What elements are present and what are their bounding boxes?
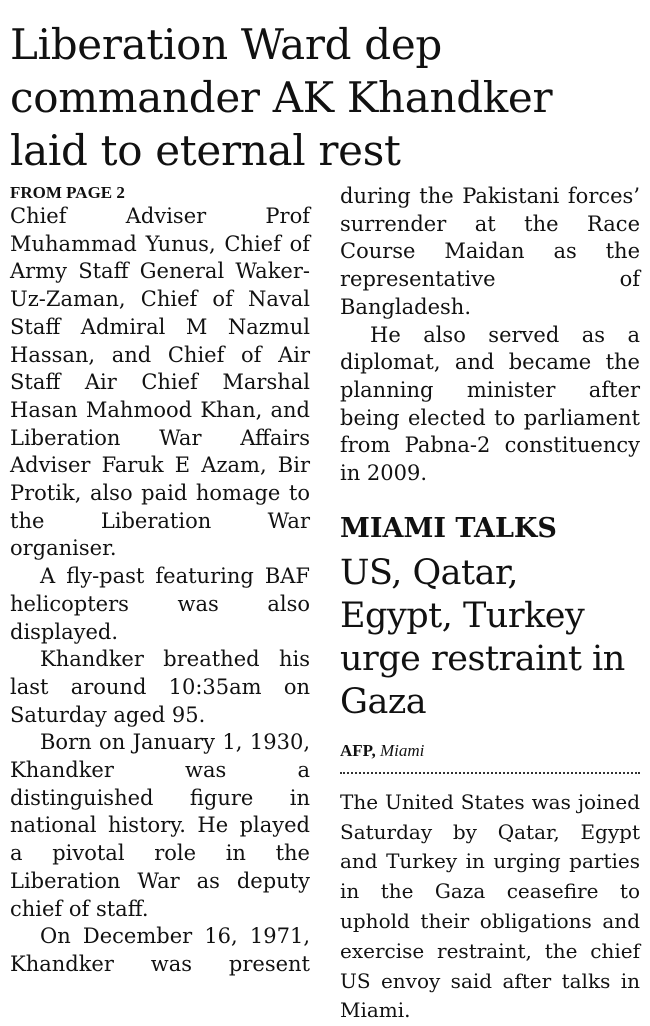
story-headline: US, Qatar, Egypt, Turkey urge restraint in Gaza	[340, 552, 625, 722]
article-paragraph: Khandker breathed his last around 10:35am on Saturday aged 95.	[10, 647, 310, 727]
dateline: FROM PAGE 2	[10, 183, 125, 202]
story-body: The United States was joined Saturday by Qatar, Egypt and Turkey in urging parties in the Gaza ceasefire to uphold their obligations and exercise restraint, the chief US envoy said after talks in Miami.	[340, 789, 640, 1023]
byline-place: Miami	[380, 740, 425, 760]
article-column-right	[340, 183, 640, 1026]
article-paragraph: He also served as a diplomat, and became the planning minister after being elected to parliament from Pabna-2 constituency in 2009.	[340, 322, 640, 486]
byline-agency: AFP,	[340, 740, 376, 760]
article-column-left	[10, 183, 310, 979]
byline	[340, 740, 640, 762]
story-kicker: MIAMI TALKS	[340, 512, 557, 544]
article-paragraph-continued: during the Pakistani forces’ surrender at the Race Course Maidan as the representative of Bangladesh.	[340, 184, 640, 319]
headline: Liberation Ward dep commander AK Khandker laid to eternal rest	[10, 20, 553, 175]
dotted-divider	[340, 772, 640, 774]
article-paragraph: Chief Adviser Prof Muhammad Yunus, Chief of Army Staff General Waker-Uz-Zaman, Chief of Naval Staff Admiral M Nazmul Hassan, and Chief of Air Staff Air Chief Marshal Hasan Mahmood Khan, and Liberation War Affairs Adviser Faruk E Azam, Bir Protik, also paid homage to the Liberation War organiser.	[10, 204, 310, 561]
article-paragraph: A fly-past featuring BAF helicopters was also displayed.	[10, 564, 310, 644]
article-paragraph: On December 16, 1971, Khandker was present	[10, 924, 310, 976]
article-paragraph: Born on January 1, 1930, Khandker was a distinguished figure in national history. He played a pivotal role in the Liberation War as deputy chief of staff.	[10, 730, 310, 921]
